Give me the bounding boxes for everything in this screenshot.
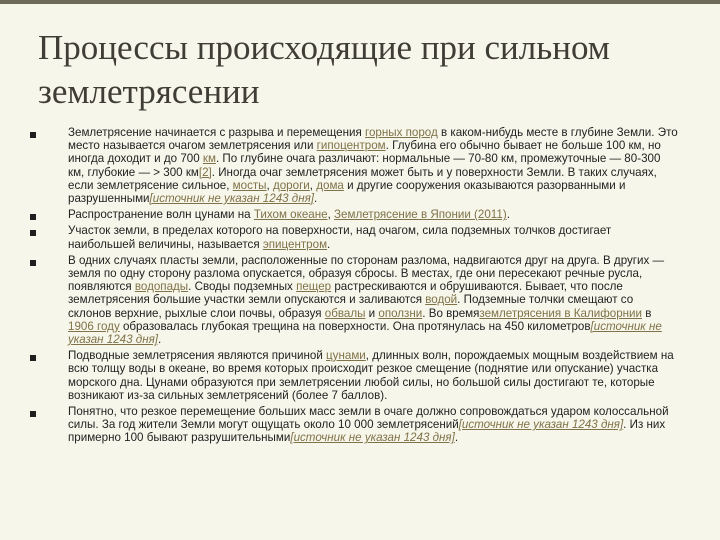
citation-needed-link[interactable]: [источник не указан 1243 дня] xyxy=(68,319,662,347)
slide-title-line-1: Процессы происходящие при сильном xyxy=(38,28,610,67)
text-run: Землетрясение начинается с разрыва и перемещения xyxy=(68,126,365,139)
text-run: Участок земли, в пределах которого на поверхности, над очагом, сила подземных толчков достигает наибольшей величины, называется xyxy=(68,224,612,251)
text-run: растрескиваются и обрушиваются. Бывает, что после землетрясения большие участки земли опускаются и заливаются xyxy=(68,280,623,307)
text-run: , xyxy=(266,178,273,192)
square-bullet-icon xyxy=(30,230,36,236)
text-run: . Во время xyxy=(422,306,480,320)
inline-link[interactable]: мосты xyxy=(232,178,267,192)
bullet-text xyxy=(68,349,678,402)
bullet-item xyxy=(30,126,690,205)
text-run: в каком-нибудь месте в глубине Земли. Это место называется очагом землетрясения или xyxy=(68,126,678,153)
text-run: . Подземные толчки смещают со склонов верхние, рыхлые слои почвы, образуя xyxy=(68,293,634,320)
inline-link[interactable]: эпицентром xyxy=(262,237,328,251)
bullet-text xyxy=(68,208,678,221)
text-run: . По глубине очага различают: нормальные — 70-80 км, промежуточные — 80-300 км, глубокие — > 300 км xyxy=(68,152,661,179)
bullet-item xyxy=(30,208,690,221)
bullet-item xyxy=(30,349,690,402)
bullet-list xyxy=(30,126,690,448)
bullet-item xyxy=(30,254,690,346)
inline-link[interactable]: оползни xyxy=(378,306,423,320)
inline-link[interactable]: обвалы xyxy=(324,306,366,320)
square-bullet-icon xyxy=(30,260,36,266)
citation-needed-link[interactable]: [источник не указан 1243 дня] xyxy=(290,431,455,445)
inline-link[interactable]: водой xyxy=(425,293,458,307)
text-run: . xyxy=(314,192,318,206)
square-bullet-icon xyxy=(30,132,36,138)
text-run: Понятно, что резкое перемещение больших масс земли в очаге должно сопровождаться ударом колоссальной силы. За год жители Земли могут ощущать около 10 000 землетрясений xyxy=(68,405,669,432)
inline-link[interactable]: км xyxy=(202,152,216,166)
bullet-text xyxy=(68,405,678,445)
bullet-text xyxy=(68,254,678,346)
slide-title-line-2: землетрясении xyxy=(38,72,260,111)
text-run: . Глубина его обычно бывает не больше 100 км, но иногда доходит и до 700 xyxy=(68,139,661,166)
citation-needed-link[interactable]: [источник не указан 1243 дня] xyxy=(458,418,624,432)
text-run: образовалась глубокая трещина на поверхности. Она протянулась на 450 километров xyxy=(119,319,591,333)
text-run: . Из них примерно 100 бывают разрушительными xyxy=(68,418,666,445)
inline-link[interactable]: пещер xyxy=(296,280,332,294)
inline-link[interactable]: землетрясения в Калифорнии xyxy=(479,306,642,320)
text-run: Распространение волн цунами на xyxy=(68,208,254,222)
inline-link[interactable]: горных пород xyxy=(365,126,438,139)
bullet-item xyxy=(30,224,690,250)
inline-link[interactable]: [2] xyxy=(198,165,212,179)
text-run: . Своды подземных xyxy=(188,280,297,294)
inline-link[interactable]: гипоцентром xyxy=(316,139,386,153)
text-run: . xyxy=(158,333,162,347)
square-bullet-icon xyxy=(30,411,36,417)
inline-link[interactable]: 1906 году xyxy=(68,319,120,333)
bullet-text xyxy=(68,224,678,250)
text-run: , длинных волн, порождаемых мощным воздействием на всю толщу воды в океане, во время которых происходит резкое смещение (поднятие или опускание) участка морского дна. Цунами образуются при землетрясении любой силы, но большой силы достигают те, которые возникают из-за сильных землетрясений (более 7 баллов). xyxy=(68,349,674,402)
text-run: и xyxy=(365,306,379,320)
inline-link[interactable]: дороги xyxy=(272,178,310,192)
slide-title xyxy=(38,26,698,114)
inline-link[interactable]: Тихом океане xyxy=(253,208,328,222)
text-run: , xyxy=(309,178,317,192)
text-run: , xyxy=(327,208,335,222)
text-run: Подводные землетрясения являются причиной xyxy=(68,349,327,363)
bullet-item xyxy=(30,405,690,445)
text-run: . xyxy=(454,431,459,445)
inline-link[interactable]: дома xyxy=(316,178,344,192)
text-run: и другие сооружения оказываются разорванными и разрушенными xyxy=(68,178,626,206)
text-run: . xyxy=(327,237,331,251)
text-run: в xyxy=(642,306,652,320)
square-bullet-icon xyxy=(30,355,36,361)
text-run: В одних случаях пласты земли, расположенные по сторонам разлома, надвигаются друг на друга. В других — земля по одну сторону разлома опускается, образуя сбросы. В местах, где они пересекают речные русла, появляются xyxy=(68,253,665,294)
square-bullet-icon xyxy=(30,214,36,220)
citation-needed-link[interactable]: [источник не указан 1243 дня] xyxy=(149,192,315,206)
text-run: . xyxy=(506,208,510,222)
inline-link[interactable]: цунами xyxy=(326,349,366,363)
bullet-text xyxy=(68,126,678,205)
inline-link[interactable]: Землетрясение в Японии (2011) xyxy=(334,208,507,222)
text-run: . Иногда очаг землетрясения может быть и у поверхности Земли. В таких случаях, если землетрясение сильное, xyxy=(68,165,657,192)
inline-link[interactable]: водопады xyxy=(134,280,189,294)
top-rule xyxy=(0,0,720,4)
